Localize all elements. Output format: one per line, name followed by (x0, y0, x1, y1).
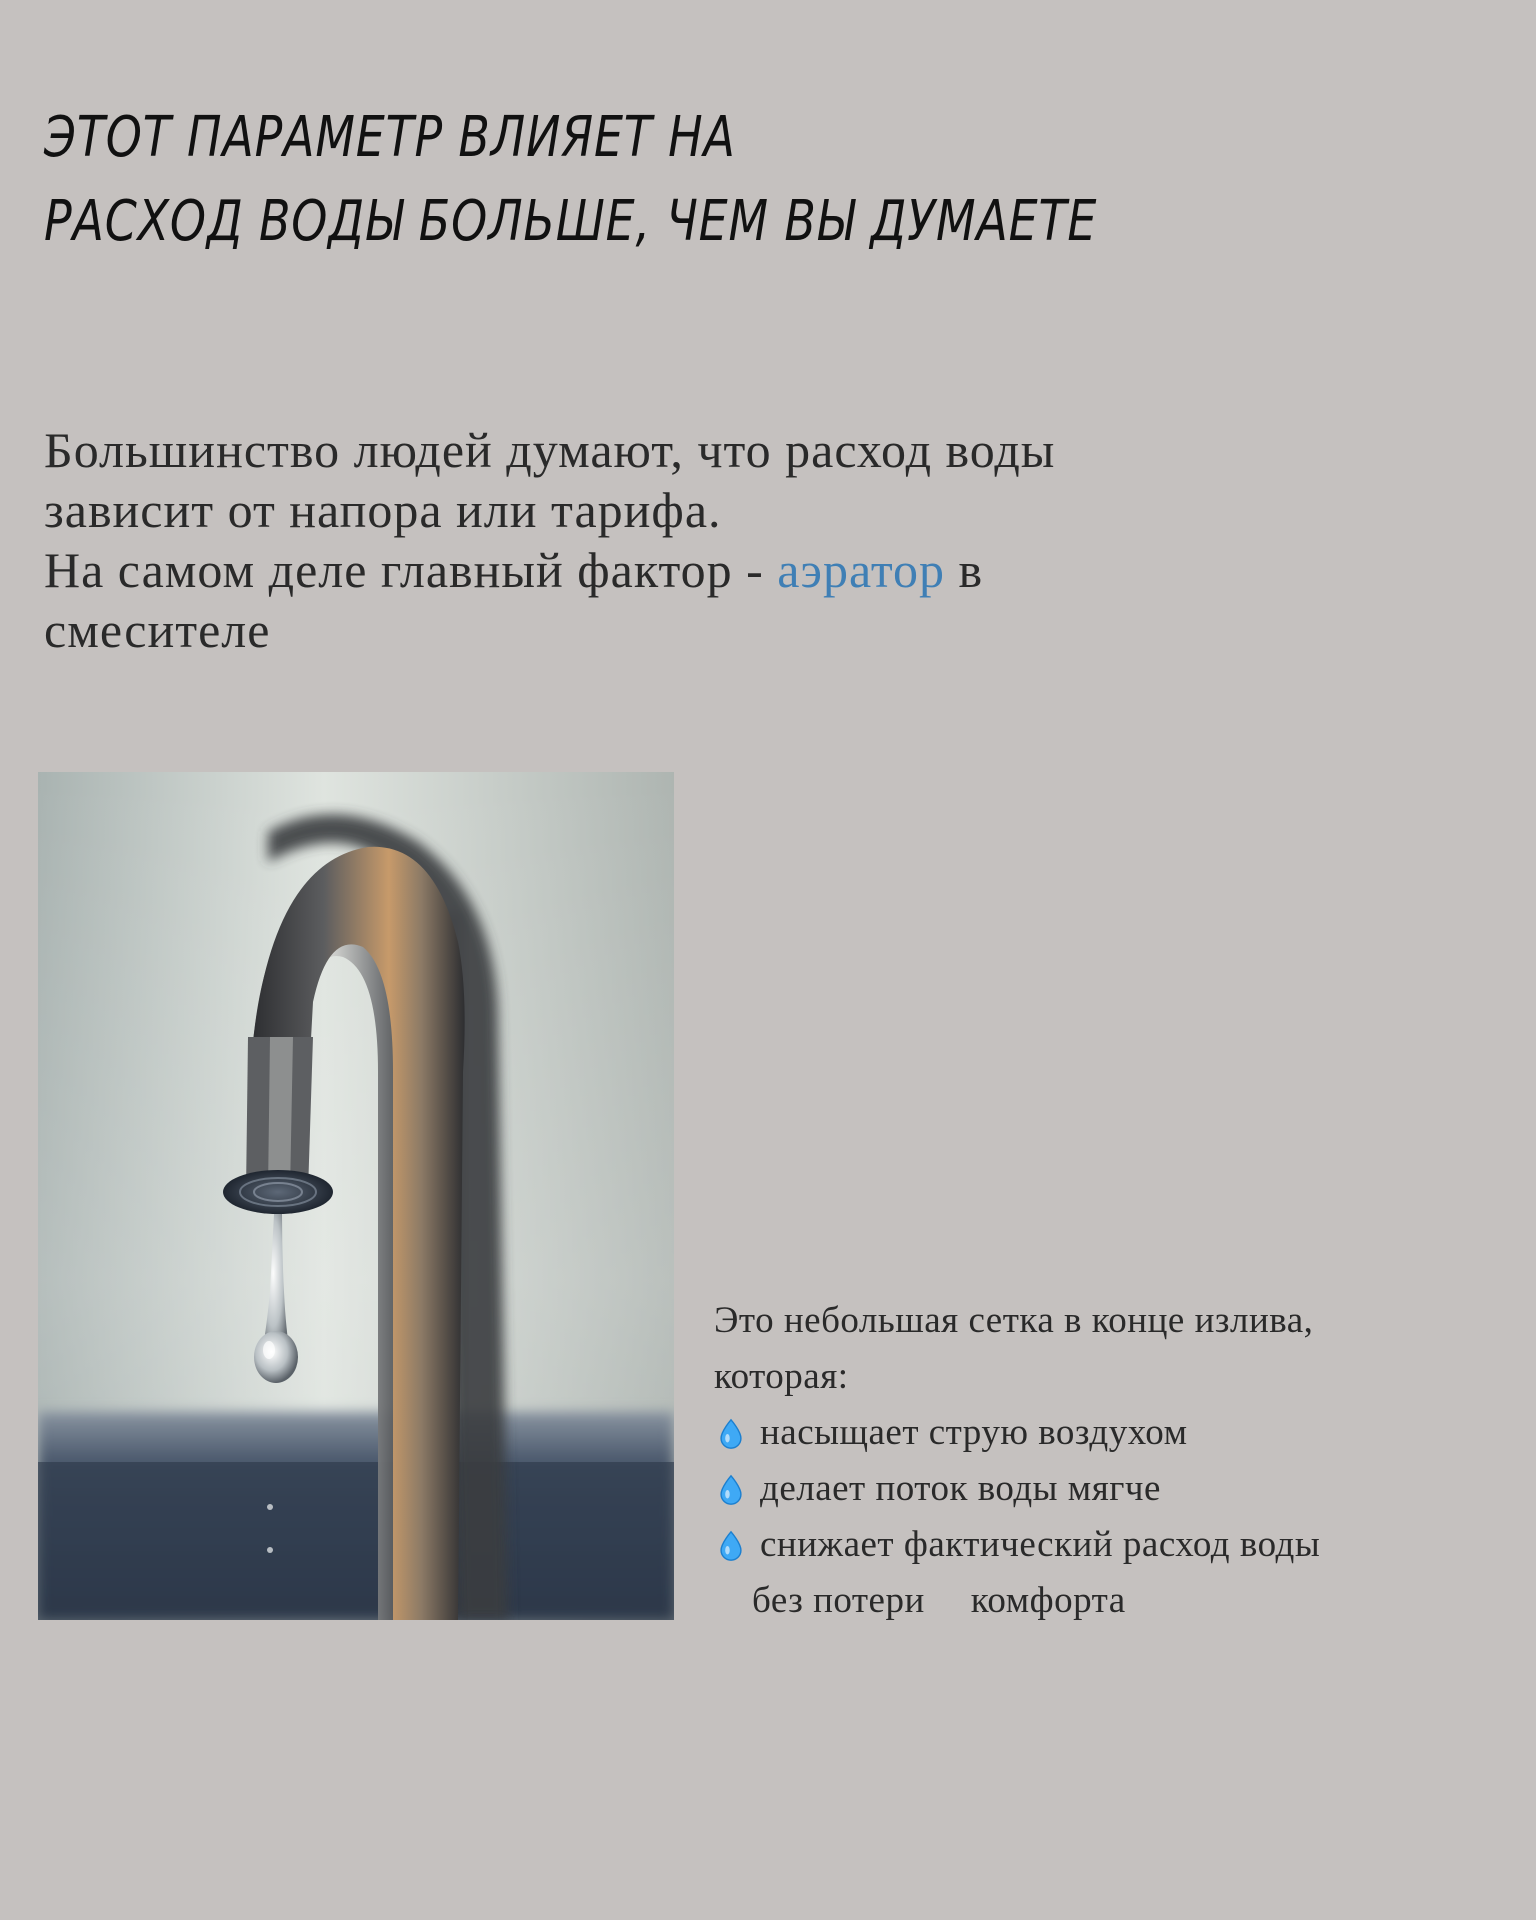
droplet-icon (714, 1473, 748, 1507)
intro-line-3-after: в (945, 542, 984, 598)
droplet-icon (714, 1417, 748, 1451)
intro-line-3-before: На самом деле главный фактор - (44, 542, 778, 598)
aerator-description (714, 1293, 1474, 1629)
intro-line-2: зависит от напора или тарифа. (44, 482, 722, 538)
continuation-a: без потери (752, 1580, 925, 1621)
intro-line-3 (44, 540, 1364, 600)
faucet-dripping-water-icon (38, 772, 674, 1620)
description-lead-1: Это небольшая сетка в конце излива, (714, 1300, 1314, 1341)
page-heading (44, 96, 1225, 264)
continuation-b: комфорта (970, 1580, 1126, 1621)
benefit-list (714, 1405, 1474, 1573)
aerator-highlight: аэратор (777, 542, 946, 598)
droplet-icon (714, 1529, 748, 1563)
benefit-continuation (714, 1573, 1474, 1629)
intro-line-4: смесителе (44, 602, 271, 658)
list-item (714, 1461, 1474, 1517)
description-lead-2: которая: (714, 1356, 849, 1397)
list-item (714, 1405, 1474, 1461)
heading-line-1: ЭТОТ ПАРАМЕТР ВЛИЯЕТ НА (44, 105, 736, 170)
list-item (714, 1517, 1474, 1573)
intro-text (44, 420, 1364, 660)
heading-line-2: РАСХОД ВОДЫ БОЛЬШЕ, ЧЕМ ВЫ ДУМАЕТЕ (44, 189, 1098, 254)
benefit-text: насыщает струю воздухом (760, 1412, 1188, 1453)
intro-line-1: Большинство людей думают, что расход воды (44, 422, 1056, 478)
benefit-text: снижает фактический расход воды (760, 1524, 1321, 1565)
benefit-text: делает поток воды мягче (760, 1468, 1161, 1509)
faucet-photo (38, 772, 674, 1620)
